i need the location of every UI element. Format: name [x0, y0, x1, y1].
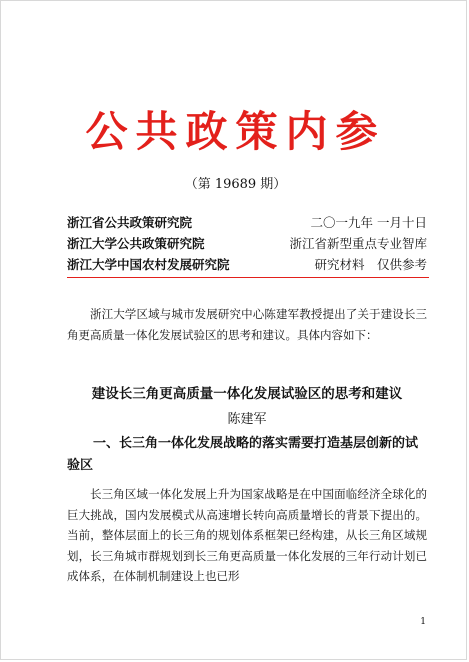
article-title: 建设长三角更高质量一体化发展试验区的思考和建议 — [91, 386, 403, 402]
author-name: 陈建军 — [227, 412, 267, 427]
institution-name: 浙江大学公共政策研究院 — [67, 236, 205, 251]
info-row — [67, 213, 427, 233]
page-number: 1 — [420, 617, 426, 627]
institution-name: 浙江大学中国农村发展研究院 — [67, 257, 230, 272]
body-paragraph: 长三角区域一体化发展上升为国家战略是在中国面临经济全球化的巨大挑战，国内发展模式从高速增长转向高质量增长的背景下提出的。当前，整体层面上的长三角的规划体系框架已经构建，从长三角区域规划，长三角城市群规划到长三角更高质量一体化发展的三年行动计划已成体系，在体制机制建设上也已形 — [67, 487, 427, 583]
institution-name: 浙江省公共政策研究院 — [67, 215, 193, 230]
intro-paragraph: 浙江大学区域与城市发展研究中心陈建军教授提出了关于建设长三角更高质量一体化发展试验区的思考和建议。具体内容如下： — [67, 307, 427, 342]
masthead-title: 公共政策内参 — [85, 107, 386, 156]
think-tank-label: 浙江省新型重点专业智库 — [289, 236, 427, 251]
section-heading: 一、长三角一体化发展战略的落实需要打造基层创新的试验区 — [67, 436, 419, 473]
issue-number: （第 19689 期） — [184, 177, 287, 192]
reference-notice: 研究材料 仅供参考 — [314, 257, 427, 272]
info-row — [67, 255, 427, 275]
issue-date: 二〇一九年 一月十日 — [310, 215, 427, 230]
red-divider — [67, 277, 429, 278]
info-row — [67, 234, 427, 254]
